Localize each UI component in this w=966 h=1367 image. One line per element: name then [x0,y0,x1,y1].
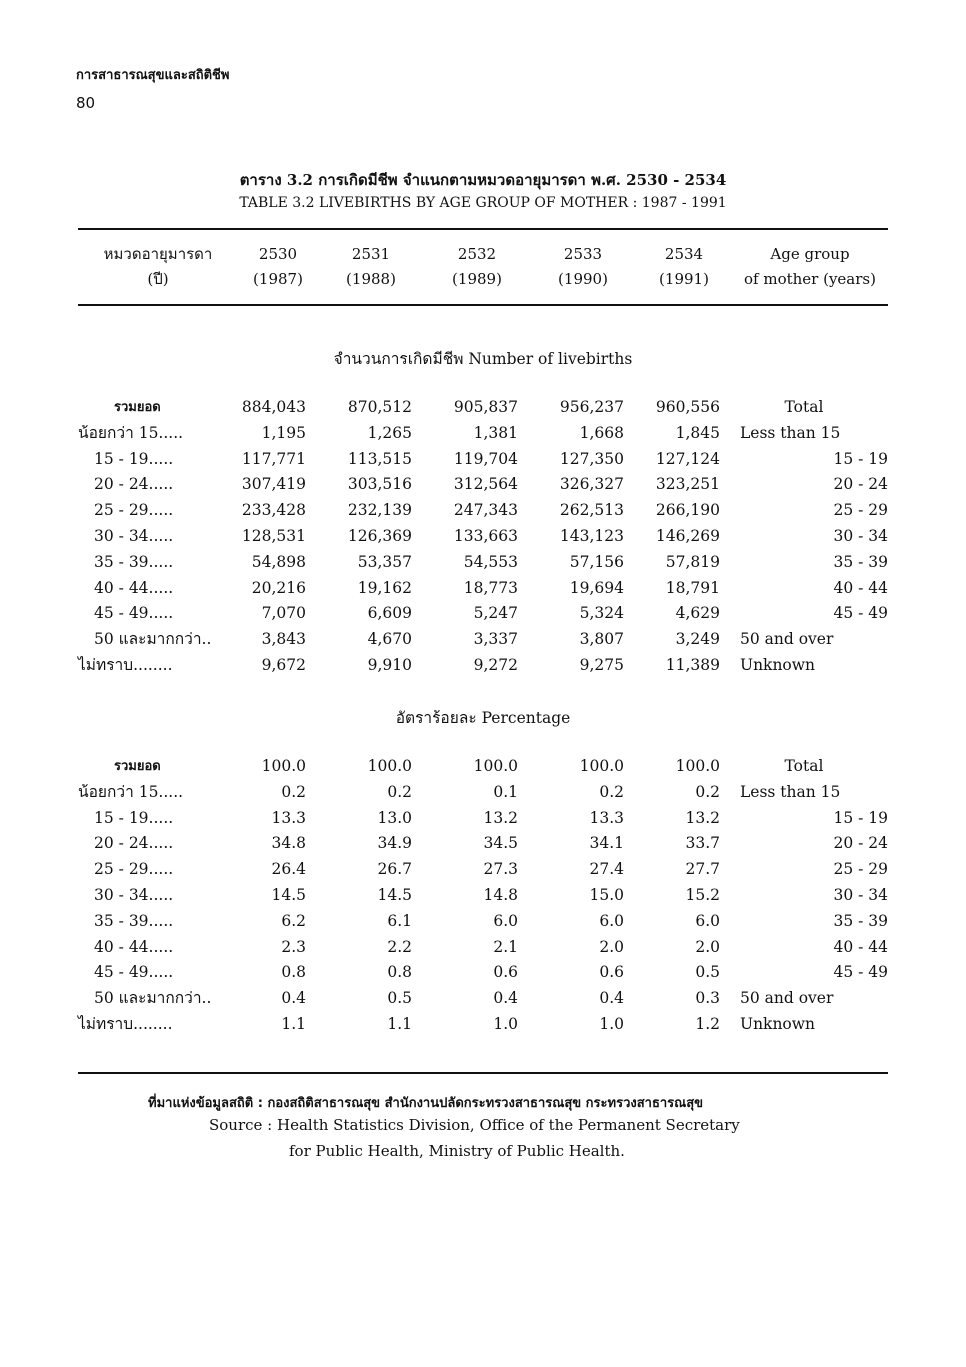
page-number: 80 [76,94,96,112]
table-row [78,576,888,602]
table-cell: 53,357 [357,552,412,571]
top-rule [78,228,888,230]
table-row [78,806,888,832]
table-cell: 0.8 [387,963,412,982]
year-header-be: 2532 [457,245,497,263]
table-cell: 7,070 [261,604,306,623]
age-group-thai-header: หมวดอายุมารดา [103,245,213,263]
table-cell: 100.0 [675,757,720,775]
table-cell: 884,043 [241,398,306,416]
year-header-ce: (1988) [346,270,396,288]
table-row [78,857,888,883]
table-cell: 100.0 [261,757,306,775]
table-cell: 18,773 [463,578,518,597]
age-group-thai-label: 25 - 29..... [94,501,174,520]
table-cell: 13.3 [271,808,306,827]
table-cell: 323,251 [655,475,720,494]
table-cell: 956,237 [559,398,624,416]
table-cell: 905,837 [453,398,518,416]
bottom-rule [78,1072,888,1074]
table-cell: 870,512 [347,398,412,416]
table-row [78,421,888,447]
table-cell: 2.2 [387,937,412,956]
table-cell: 34.9 [377,834,412,853]
table-cell: 54,553 [463,552,518,571]
table-cell: 233,428 [241,501,306,520]
table-cell: 13.2 [685,808,720,827]
table-cell: 303,516 [347,475,412,494]
table-cell: 1,668 [579,423,624,442]
table-row [78,395,888,421]
age-group-english-label: 45 - 49 [833,963,888,982]
year-header-ce: (1987) [253,270,303,288]
table-cell: 15.2 [685,885,720,904]
table-row [78,960,888,986]
table-cell: 0.5 [387,989,412,1008]
age-group-thai-label: ไม่ทราบ........ [78,655,173,674]
age-group-thai-label: 50 และมากกว่า.. [94,989,212,1008]
table-cell: 232,139 [347,501,412,520]
table-row [78,498,888,524]
table-cell: 1.0 [599,1014,624,1033]
age-group-thai-label: 20 - 24..... [94,475,174,494]
table-row [78,909,888,935]
age-group-english-label: 15 - 19 [833,449,888,468]
table-row [78,472,888,498]
table-cell: 2.0 [695,937,720,956]
table-cell: 0.4 [281,989,306,1008]
table-cell: 54,898 [251,552,306,571]
year-header-ce: (1991) [659,270,709,288]
age-group-thai-label: 45 - 49..... [94,963,174,982]
table-cell: 6.0 [599,911,624,930]
table-cell: 307,419 [241,475,306,494]
table-cell: 14.5 [271,885,306,904]
table-cell: 326,327 [559,475,624,494]
table-cell: 1.1 [387,1014,412,1033]
table-cell: 100.0 [579,757,624,775]
table-cell: 0.8 [281,963,306,982]
age-group-thai-label: น้อยกว่า 15..... [78,782,184,801]
table-cell: 26.4 [271,860,306,879]
age-group-thai-label: 15 - 19..... [94,449,174,468]
table-row [78,754,888,780]
table-cell: 1,195 [261,423,306,442]
table-cell: 262,513 [559,501,624,520]
table-row [78,447,888,473]
age-group-thai-label: 45 - 49..... [94,604,174,623]
table-cell: 1.2 [695,1014,720,1033]
table-cell: 100.0 [367,757,412,775]
table-row [78,986,888,1012]
table-cell: 113,515 [347,449,412,468]
table-cell: 100.0 [473,757,518,775]
table-cell: 4,629 [675,604,720,623]
year-header-be: 2534 [664,245,704,263]
table-cell: 6,609 [367,604,412,623]
year-header-ce: (1989) [452,270,502,288]
table-cell: 1.0 [493,1014,518,1033]
table-cell: 0.4 [493,989,518,1008]
age-group-thai-label: 25 - 29..... [94,860,174,879]
age-group-thai-unit: (ปี) [147,270,169,288]
source-note-english-line2: for Public Health, Ministry of Public Health. [289,1142,625,1160]
age-group-thai-label: 35 - 39..... [94,911,174,930]
age-group-english-label: Unknown [740,1014,816,1033]
table-cell: 34.8 [271,834,306,853]
source-note-thai: ที่มาแห่งข้อมูลสถิติ : กองสถิติสาธารณสุข สำนักงานปลัดกระทรวงสาธารณสุข กระทรวงสาธารณสุข [148,1096,704,1111]
percentage-rows [78,754,888,1038]
age-group-english-label: 35 - 39 [833,552,888,571]
table-cell: 57,156 [569,552,624,571]
livebirths-percentage-table [78,754,888,1038]
table-cell: 6.0 [695,911,720,930]
table-cell: 9,272 [473,655,518,674]
table-cell: 119,704 [453,449,518,468]
age-group-english-label: 20 - 24 [833,475,888,494]
table-cell: 3,843 [261,630,306,649]
age-group-thai-label: 15 - 19..... [94,808,174,827]
column-header-row-1 [78,242,888,267]
table-cell: 960,556 [655,398,720,416]
table-cell: 0.1 [493,782,518,801]
table-cell: 3,337 [473,630,518,649]
table-cell: 2.0 [599,937,624,956]
table-row [78,627,888,653]
table-cell: 0.6 [493,963,518,982]
age-group-thai-label: 35 - 39..... [94,552,174,571]
table-cell: 33.7 [685,834,720,853]
column-header [78,242,888,292]
table-cell: 26.7 [377,860,412,879]
number-rows [78,395,888,679]
table-row [78,780,888,806]
table-cell: 18,791 [665,578,720,597]
table-cell: 27.4 [589,860,624,879]
table-cell: 0.3 [695,989,720,1008]
header-rule [78,304,888,306]
age-group-english-label: 25 - 29 [833,860,888,879]
table-cell: 34.5 [483,834,518,853]
age-group-thai-label: 50 และมากกว่า.. [94,630,212,649]
age-group-english-label: 25 - 29 [833,501,888,520]
table-cell: 3,249 [675,630,720,649]
table-cell: 20,216 [251,578,306,597]
table-cell: 5,247 [473,604,518,623]
age-group-english-label: 40 - 44 [833,578,888,597]
table-cell: 117,771 [241,449,306,468]
age-group-english-label: Total [784,757,824,775]
age-group-thai-label: น้อยกว่า 15..... [78,423,184,442]
age-group-thai-label: 30 - 34..... [94,526,174,545]
table-cell: 4,670 [367,630,412,649]
table-cell: 2.1 [493,937,518,956]
age-group-english-label: 20 - 24 [833,834,888,853]
table-caption-thai: ตาราง 3.2 การเกิดมีชีพ จำแนกตามหมวดอายุมารดา พ.ศ. 2530 - 2534 [239,171,727,189]
table-cell: 6.0 [493,911,518,930]
age-group-english-label: 30 - 34 [833,885,888,904]
table-cell: 19,694 [569,578,624,597]
section-title-percentage: อัตราร้อยละ Percentage [395,709,571,727]
table-cell: 6.2 [281,911,306,930]
table-cell: 0.4 [599,989,624,1008]
table-cell: 6.1 [387,911,412,930]
age-group-english-header: Age group [770,245,850,263]
table-cell: 0.6 [599,963,624,982]
table-cell: 127,350 [559,449,624,468]
table-cell: 5,324 [579,604,624,623]
running-header: การสาธารณสุขและสถิติชีพ [76,68,230,83]
table-cell: 9,275 [579,655,624,674]
table-cell: 13.0 [377,808,412,827]
section-title-numbers: จำนวนการเกิดมีชีพ Number of livebirths [333,350,633,368]
table-cell: 1,265 [367,423,412,442]
age-group-english-label: 35 - 39 [833,911,888,930]
table-cell: 247,343 [453,501,518,520]
age-group-thai-label: ไม่ทราบ........ [78,1014,173,1033]
age-group-thai-label: 30 - 34..... [94,885,174,904]
table-cell: 3,807 [579,630,624,649]
table-cell: 9,672 [261,655,306,674]
table-row [78,935,888,961]
table-cell: 143,123 [559,526,624,545]
age-group-english-label: 50 and over [740,630,834,649]
year-header-be: 2533 [563,245,603,263]
age-group-thai-label: 40 - 44..... [94,937,174,956]
table-cell: 13.2 [483,808,518,827]
age-group-english-label: Unknown [740,655,816,674]
age-group-english-label: Less than 15 [740,782,841,801]
age-group-english-unit: of mother (years) [744,270,876,288]
table-cell: 0.2 [387,782,412,801]
table-cell: 2.3 [281,937,306,956]
table-caption-english: TABLE 3.2 LIVEBIRTHS BY AGE GROUP OF MOTHER : 1987 - 1991 [239,195,727,211]
year-header-be: 2531 [351,245,391,263]
age-group-english-label: Less than 15 [740,423,841,442]
age-group-english-label: 30 - 34 [833,526,888,545]
table-cell: 126,369 [347,526,412,545]
table-cell: 57,819 [665,552,720,571]
table-cell: 9,910 [367,655,412,674]
table-row [78,601,888,627]
table-cell: 312,564 [453,475,518,494]
table-cell: 34.1 [589,834,624,853]
table-row [78,831,888,857]
table-cell: 19,162 [357,578,412,597]
age-group-english-label: 40 - 44 [833,937,888,956]
livebirths-number-table [78,395,888,679]
table-cell: 133,663 [453,526,518,545]
table-cell: 128,531 [241,526,306,545]
table-cell: 14.5 [377,885,412,904]
table-cell: 0.2 [695,782,720,801]
table-cell: 146,269 [655,526,720,545]
table-cell: 266,190 [655,501,720,520]
source-note-english-line1: Source : Health Statistics Division, Office of the Permanent Secretary [209,1116,740,1134]
age-group-english-label: Total [784,398,824,416]
table-row [78,883,888,909]
table-cell: 1,845 [675,423,720,442]
table-row [78,1012,888,1038]
table-cell: 13.3 [589,808,624,827]
age-group-english-label: 45 - 49 [833,604,888,623]
year-header-be: 2530 [258,245,298,263]
table-row [78,524,888,550]
table-cell: 127,124 [655,449,720,468]
table-cell: 0.2 [281,782,306,801]
table-cell: 11,389 [665,655,720,674]
age-group-thai-label: รวมยอด [114,759,161,774]
column-header-row-2 [78,267,888,292]
table-row [78,550,888,576]
age-group-thai-label: 20 - 24..... [94,834,174,853]
age-group-english-label: 15 - 19 [833,808,888,827]
table-cell: 0.5 [695,963,720,982]
age-group-thai-label: 40 - 44..... [94,578,174,597]
table-cell: 1.1 [281,1014,306,1033]
table-cell: 27.7 [685,860,720,879]
year-header-ce: (1990) [558,270,608,288]
age-group-thai-label: รวมยอด [114,400,161,415]
table-cell: 14.8 [483,885,518,904]
table-row [78,653,888,679]
table-cell: 15.0 [589,885,624,904]
table-cell: 27.3 [483,860,518,879]
table-cell: 1,381 [473,423,518,442]
table-cell: 0.2 [599,782,624,801]
age-group-english-label: 50 and over [740,989,834,1008]
